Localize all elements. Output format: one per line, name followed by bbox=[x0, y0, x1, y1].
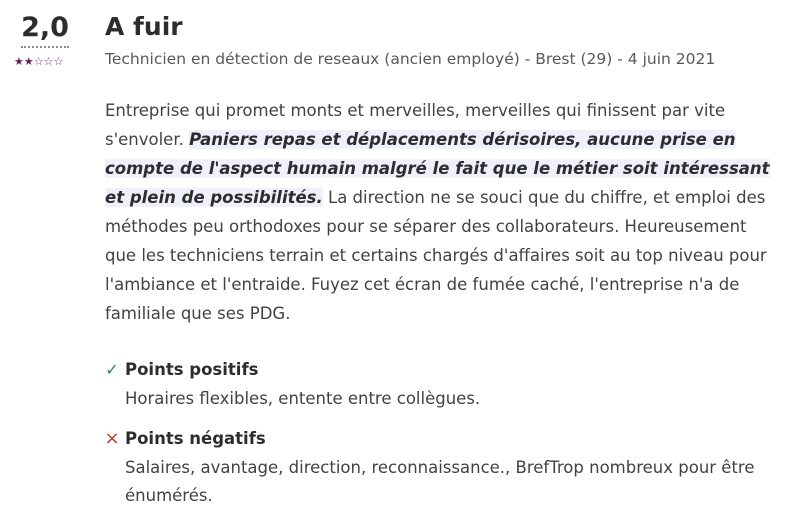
star-empty-icon: ☆ bbox=[53, 55, 64, 68]
review-body bbox=[105, 96, 775, 328]
review-title: A fuir bbox=[105, 12, 183, 41]
pros-heading: Points positifs bbox=[125, 360, 259, 379]
review-meta: Technicien en détection de reseaux (ancien employé) - Brest (29) - 4 juin 2021 bbox=[105, 50, 716, 68]
star-filled-icon: ★ bbox=[14, 55, 24, 68]
cons-section bbox=[105, 427, 785, 510]
pros-heading-row bbox=[103, 358, 785, 382]
review-highlight: Paniers repas et déplacements dérisoires, aucune prise en compte de l'aspect humain malgré le fait que le métier soit intéressant et plein de possibilités. bbox=[105, 130, 770, 207]
star-empty-icon: ☆ bbox=[33, 55, 44, 68]
star-filled-icon: ★ bbox=[23, 55, 34, 68]
star-empty-icon: ☆ bbox=[43, 55, 54, 68]
rating-score[interactable]: 2,0 bbox=[21, 10, 69, 48]
rating-column bbox=[14, 10, 76, 68]
star-rating bbox=[14, 56, 76, 68]
pros-section bbox=[105, 358, 785, 413]
review-body-text: La direction ne se souci que du chiffre, et emploi des méthodes peu orthodoxes pour se séparer des collaborateurs. Heureusement que les techniciens terrain et certains chargés d'affaires soit au top niveau pour l'ambiance et l'entraide. Fuyez cet écran de fumée caché, l'entreprise n'a de familiale que ses PDG. bbox=[105, 188, 767, 323]
cons-text: Salaires, avantage, direction, reconnaissance., BrefTrop nombreux pour être énumérés. bbox=[125, 458, 755, 505]
pros-text: Horaires flexibles, entente entre collègues. bbox=[125, 389, 481, 408]
review-card bbox=[105, 10, 785, 510]
check-icon: ✓ bbox=[105, 360, 119, 379]
cross-icon: × bbox=[104, 428, 120, 449]
review-body-text: Entreprise qui promet monts et merveilles, merveilles qui finissent par vite s'envoler. bbox=[105, 101, 726, 149]
cons-heading: Points négatifs bbox=[125, 429, 266, 448]
cons-heading-row bbox=[103, 427, 785, 451]
